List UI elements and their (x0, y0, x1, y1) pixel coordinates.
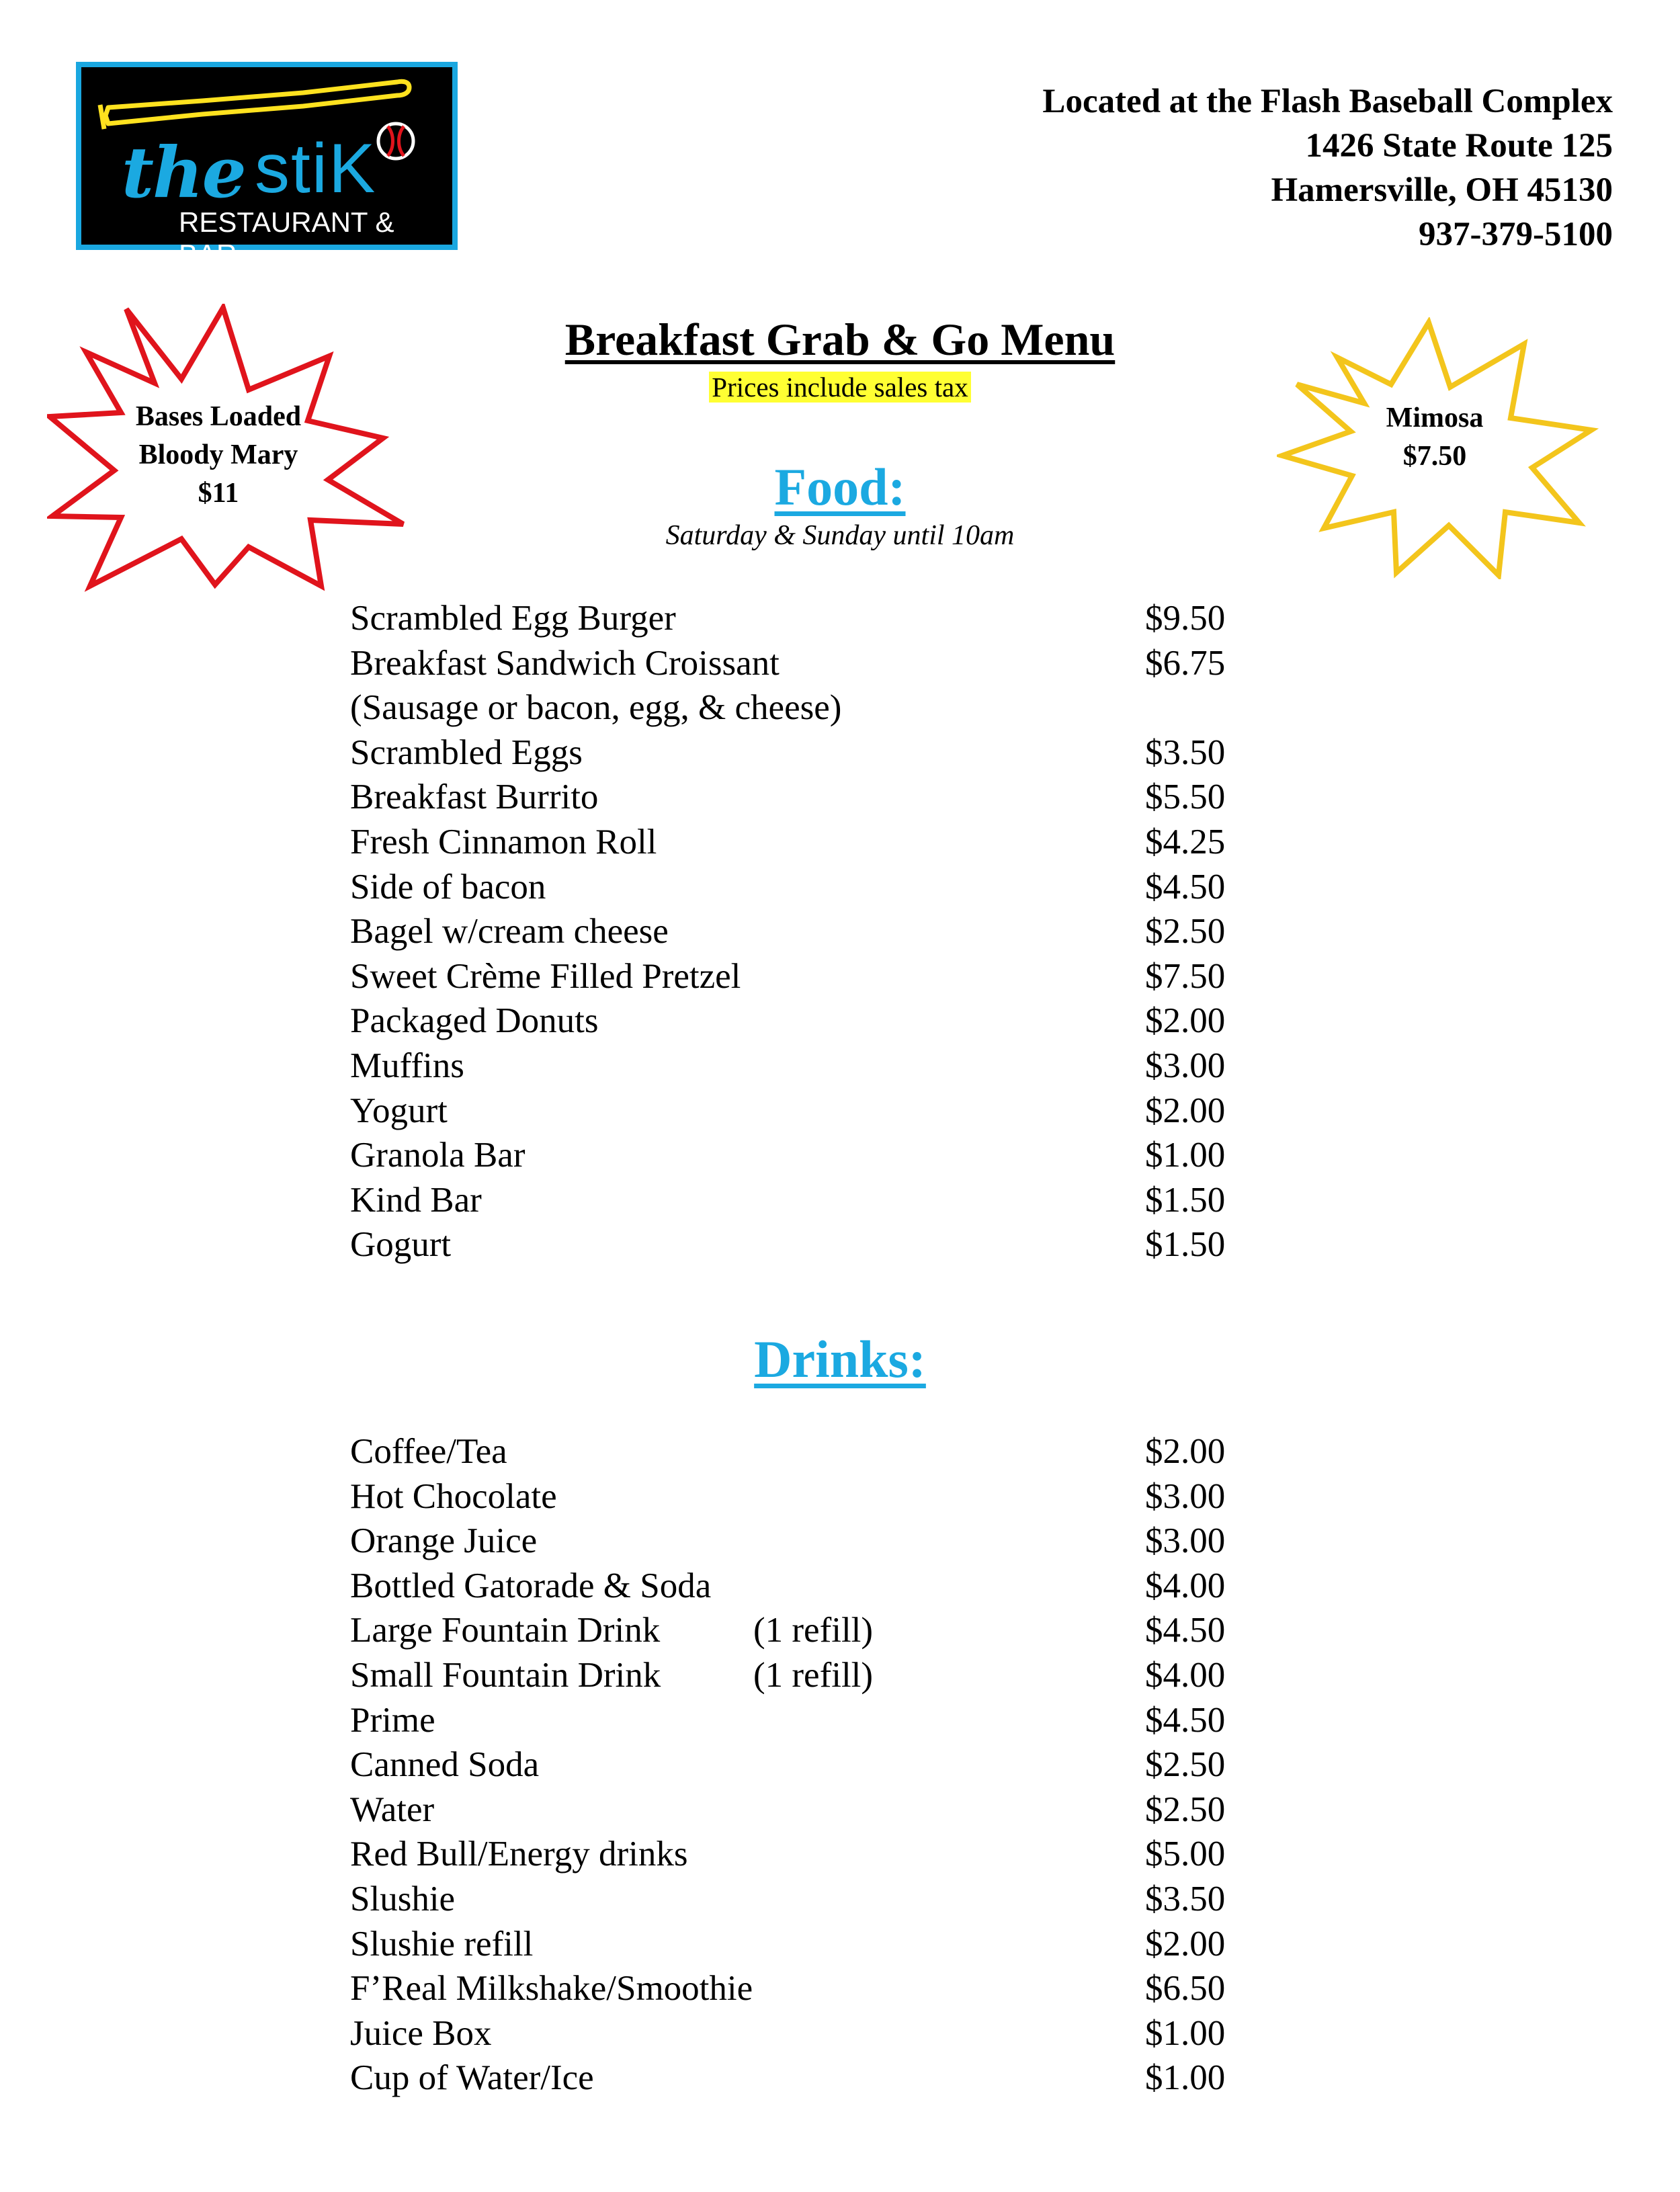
menu-item-row (350, 1429, 1237, 1474)
menu-item-name: Packaged Donuts (350, 1001, 599, 1041)
menu-item-row (350, 1222, 1237, 1267)
menu-item-row (350, 1044, 1237, 1089)
menu-item-price: $2.50 (1145, 1789, 1226, 1829)
menu-item-name: Coffee/Tea (350, 1432, 507, 1471)
menu-item-name: Cup of Water/Ice (350, 2058, 594, 2098)
logo-word-the: the (122, 131, 245, 214)
tax-note: Prices include sales tax (709, 372, 970, 403)
address-street: 1426 State Route 125 (1305, 127, 1613, 165)
menu-item-note: (1 refill) (753, 1611, 874, 1650)
menu-item-price: $4.50 (1145, 867, 1226, 907)
menu-item-name: Orange Juice (350, 1521, 538, 1561)
address-city: Hamersville, OH 45130 (1271, 171, 1613, 209)
menu-item-row (350, 1698, 1237, 1743)
menu-item-row (350, 775, 1237, 820)
menu-item-row (350, 1922, 1237, 1967)
menu-item-row (350, 2011, 1237, 2056)
menu-item-price: $1.00 (1145, 2013, 1226, 2053)
menu-item-name: Slushie (350, 1879, 456, 1919)
menu-item-price: $4.00 (1145, 1566, 1226, 1605)
menu-item-price: $4.50 (1145, 1611, 1226, 1650)
menu-item-name: Prime (350, 1700, 435, 1740)
menu-item-name: F’Real Milkshake/Smoothie (350, 1969, 753, 2009)
menu-item-price: $1.50 (1145, 1180, 1226, 1220)
restaurant-logo (76, 62, 458, 270)
menu-item-price: $1.00 (1145, 1136, 1226, 1175)
menu-item-row (350, 1877, 1237, 1922)
menu-item-price: $4.50 (1145, 1700, 1226, 1740)
food-heading: Food: (774, 458, 906, 516)
menu-item-name: Fresh Cinnamon Roll (350, 822, 657, 861)
menu-item-name: Bagel w/cream cheese (350, 912, 669, 952)
menu-item-price: $2.50 (1145, 1745, 1226, 1785)
menu-item-row (350, 641, 1237, 686)
menu-item-price: $3.00 (1145, 1521, 1226, 1561)
menu-item-row (350, 865, 1237, 910)
menu-item-name: Sweet Crème Filled Pretzel (350, 956, 741, 996)
logo-word-stik: stiK (255, 130, 377, 208)
menu-item-row (350, 1089, 1237, 1134)
menu-item-name: Breakfast Burrito (350, 777, 599, 817)
bloody-mary-line2: Bloody Mary (138, 439, 298, 470)
menu-item-row (350, 909, 1237, 954)
menu-item-name: Gogurt (350, 1225, 452, 1265)
menu-item-name: Canned Soda (350, 1745, 540, 1785)
menu-item-price: $7.50 (1145, 956, 1226, 996)
menu-item-name: Scrambled Egg Burger (350, 599, 676, 638)
menu-item-price: $2.00 (1145, 1001, 1226, 1041)
menu-item-row (350, 954, 1237, 999)
menu-item-price: $2.00 (1145, 1091, 1226, 1130)
address-block (1042, 79, 1613, 257)
menu-item-name: Bottled Gatorade & Soda (350, 1566, 712, 1605)
menu-item-name: Red Bull/Energy drinks (350, 1835, 688, 1874)
menu-item-name: Juice Box (350, 2013, 492, 2053)
drinks-list (350, 1429, 1237, 2101)
menu-item-name: Muffins (350, 1046, 464, 1085)
menu-item-row (350, 1742, 1237, 1787)
menu-item-row (350, 1519, 1237, 1564)
menu-item-price: $5.50 (1145, 777, 1226, 817)
bloody-mary-line1: Bases Loaded (135, 401, 302, 432)
menu-item-price: $3.50 (1145, 1879, 1226, 1919)
menu-item-row (350, 1178, 1237, 1223)
menu-title: Breakfast Grab & Go Menu (564, 314, 1116, 365)
menu-item-row (350, 820, 1237, 865)
address-location: Located at the Flash Baseball Complex (1042, 83, 1613, 120)
menu-item-row (350, 596, 1237, 641)
menu-item-name: Kind Bar (350, 1180, 482, 1220)
logo-subtitle: RESTAURANT & BAR (179, 206, 394, 270)
menu-item-name: (Sausage or bacon, egg, & cheese) (350, 688, 842, 728)
menu-item-name: Breakfast Sandwich Croissant (350, 643, 780, 683)
menu-item-row (350, 1832, 1237, 1877)
menu-item-name: Granola Bar (350, 1136, 526, 1175)
mimosa-price: $7.50 (1402, 441, 1467, 472)
menu-item-row (350, 730, 1237, 775)
menu-item-price: $2.00 (1145, 1924, 1226, 1964)
menu-item-name: Small Fountain Drink (350, 1655, 661, 1695)
menu-item-name: Hot Chocolate (350, 1476, 557, 1516)
menu-item-price: $2.50 (1145, 912, 1226, 952)
mimosa-line1: Mimosa (1386, 403, 1484, 433)
menu-item-price: $3.50 (1145, 732, 1226, 772)
menu-item-row (350, 1564, 1237, 1609)
menu-item-row (350, 1787, 1237, 1832)
menu-item-note: (1 refill) (753, 1655, 874, 1695)
menu-item-price: $3.00 (1145, 1476, 1226, 1516)
bloody-mary-price: $11 (198, 478, 239, 509)
menu-item-name: Side of bacon (350, 867, 546, 907)
menu-item-price: $6.50 (1145, 1969, 1226, 2009)
menu-item-name: Large Fountain Drink (350, 1611, 661, 1650)
menu-item-row (350, 1966, 1237, 2011)
menu-item-price: $1.00 (1145, 2058, 1226, 2098)
food-hours: Saturday & Sunday until 10am (665, 520, 1015, 551)
address-phone: 937-379-5100 (1419, 216, 1613, 253)
menu-item-name: Slushie refill (350, 1924, 534, 1964)
menu-item-price: $1.50 (1145, 1225, 1226, 1265)
menu-item-price: $5.00 (1145, 1835, 1226, 1874)
menu-item-name: Scrambled Eggs (350, 732, 583, 772)
menu-item-row (350, 999, 1237, 1044)
menu-item-row (350, 1474, 1237, 1519)
menu-item-price: $9.50 (1145, 599, 1226, 638)
menu-item-row (350, 1133, 1237, 1178)
menu-item-price: $2.00 (1145, 1432, 1226, 1471)
menu-item-row (350, 1608, 1237, 1653)
menu-item-name: Water (350, 1789, 435, 1829)
tax-note-row (0, 371, 1680, 403)
menu-item-name: Yogurt (350, 1091, 448, 1130)
menu-item-price: $4.00 (1145, 1655, 1226, 1695)
drinks-heading: Drinks: (754, 1330, 926, 1388)
food-list (350, 596, 1237, 1267)
menu-item-price: $6.75 (1145, 643, 1226, 683)
menu-item-row (350, 1653, 1237, 1698)
menu-item-price: $4.25 (1145, 822, 1226, 861)
menu-item-row (350, 685, 1237, 730)
menu-item-row (350, 2056, 1237, 2101)
menu-item-price: $3.00 (1145, 1046, 1226, 1085)
